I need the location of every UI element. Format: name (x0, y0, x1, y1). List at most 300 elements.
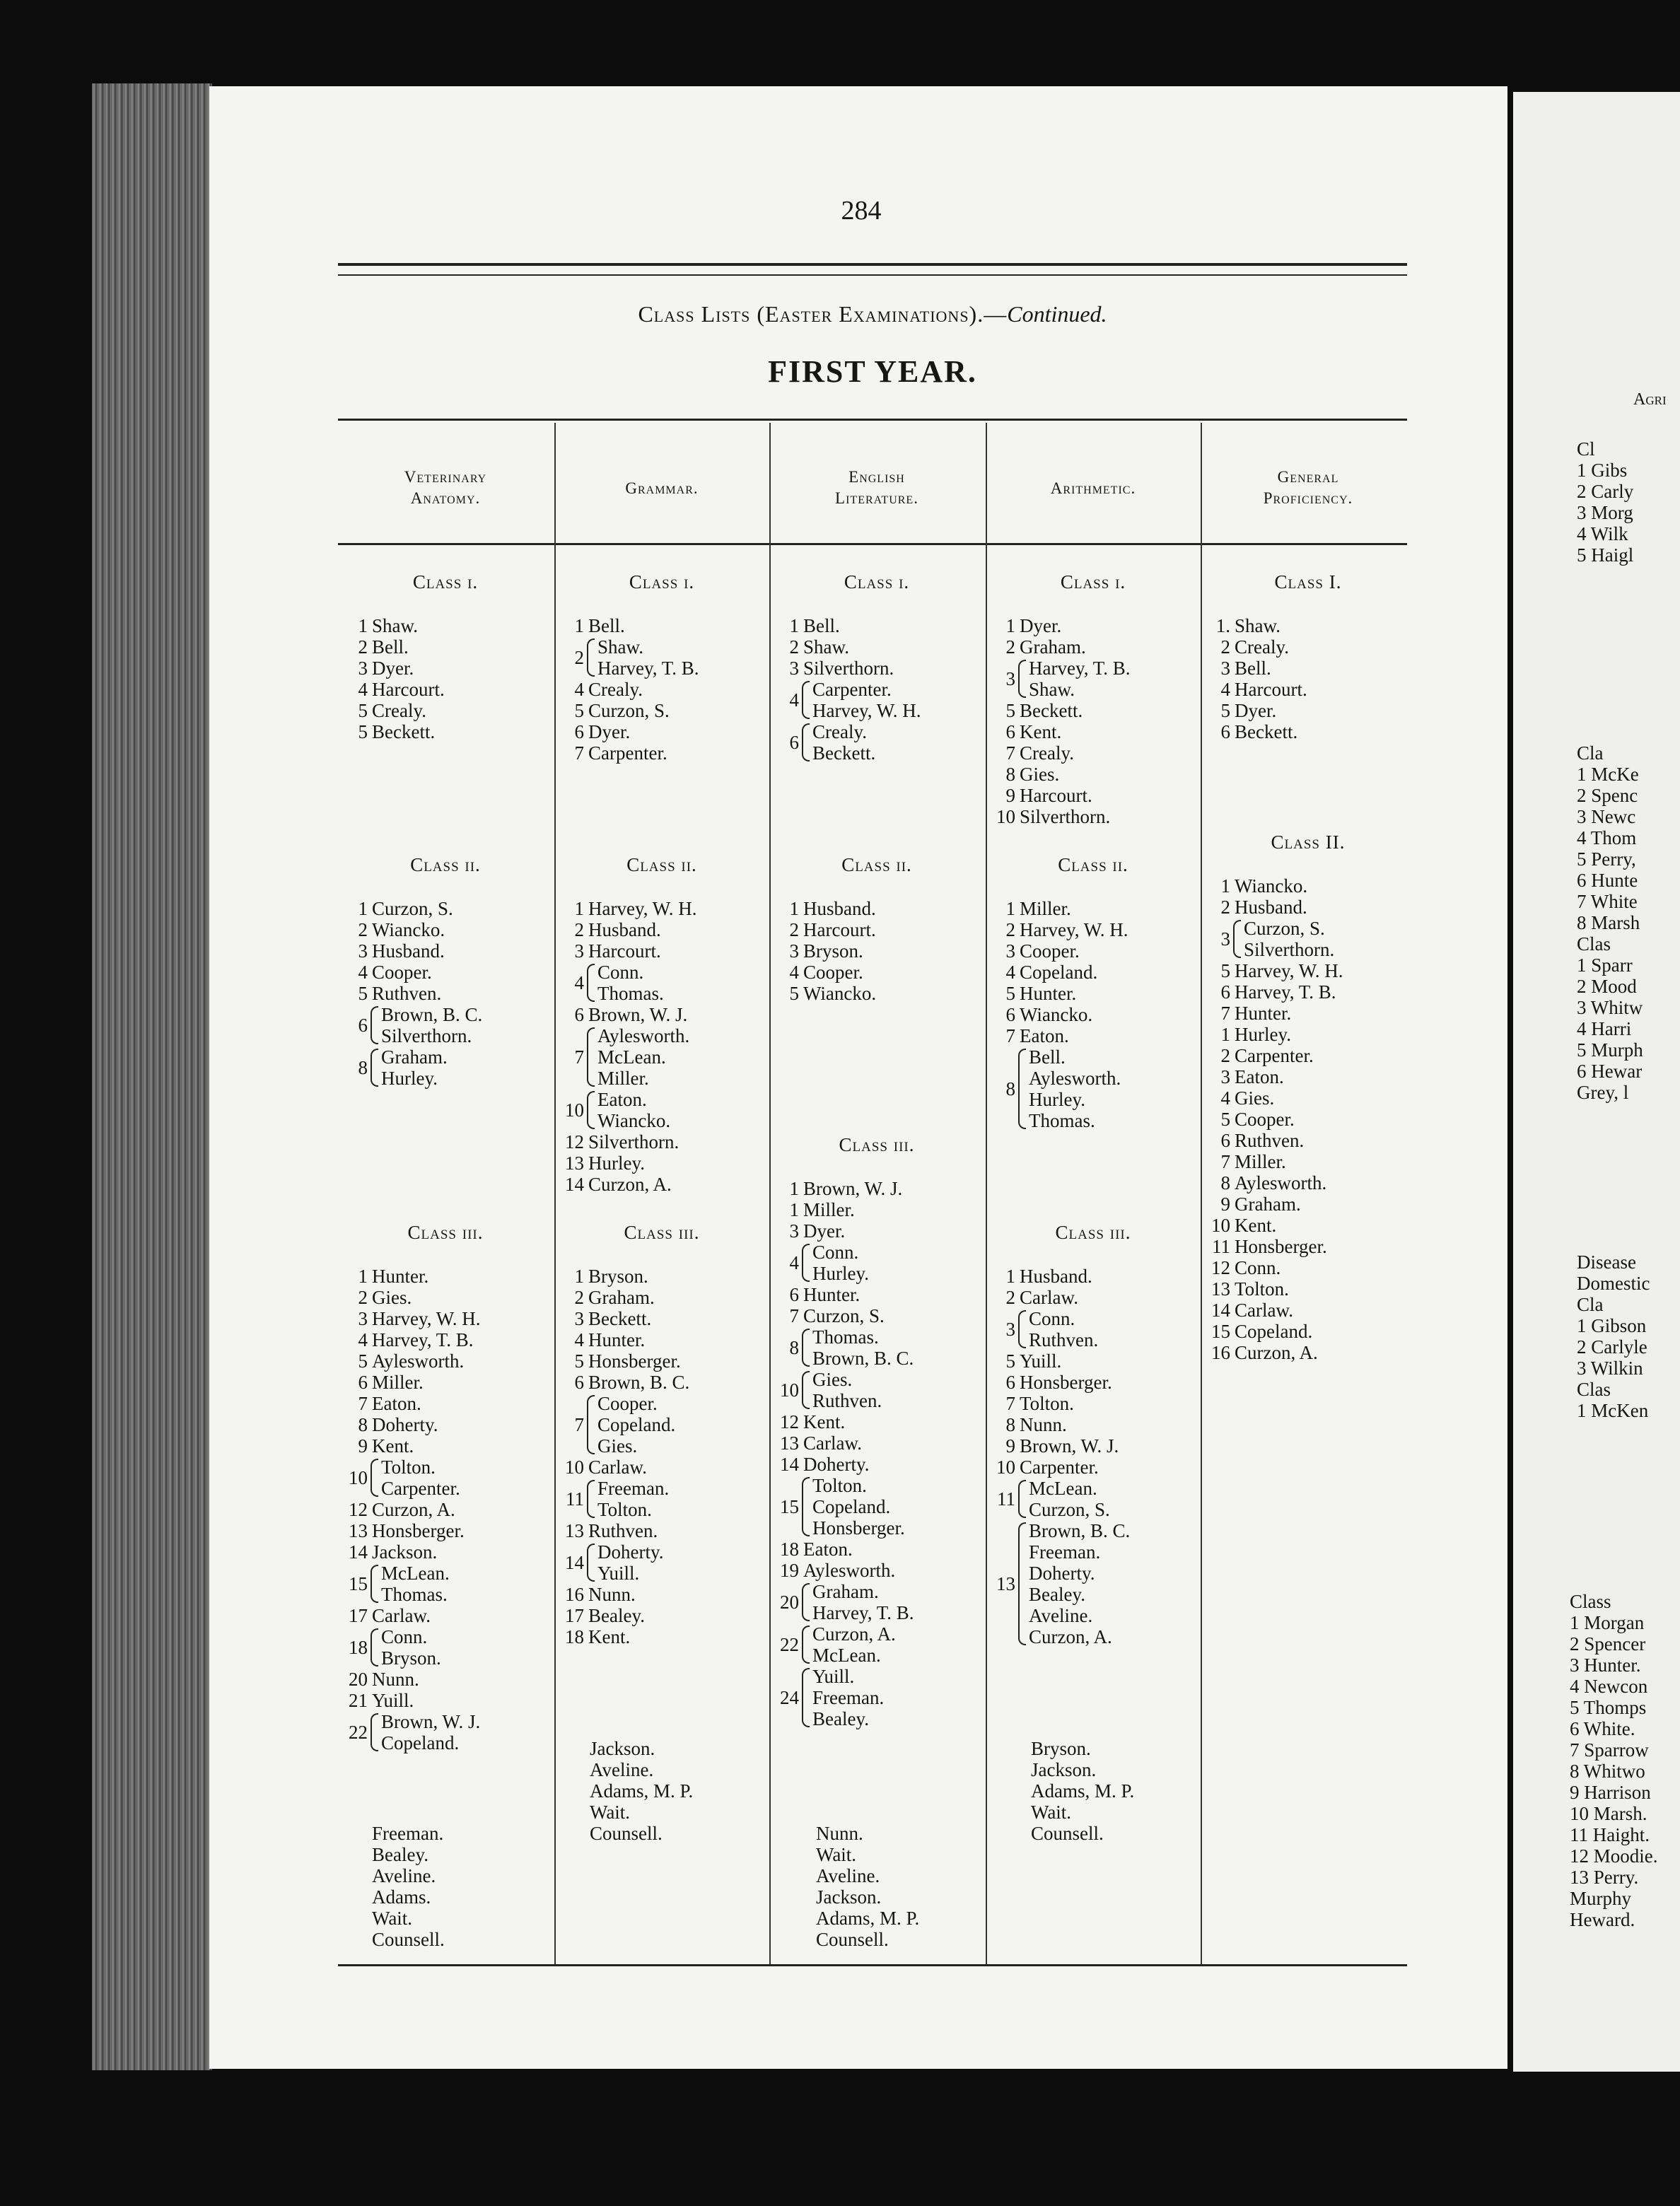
tied-group (563, 1541, 663, 1584)
student-name: Aveline. (372, 1865, 436, 1886)
column-header (556, 478, 768, 499)
list-item (772, 1539, 853, 1560)
student-name: Conn. (812, 1242, 859, 1263)
student-name: Kent. (1020, 721, 1062, 742)
list-item (1203, 981, 1336, 1003)
list-item (557, 1266, 648, 1287)
column-header-line: Anatomy. (410, 489, 481, 507)
student-name: Harvey, T. B. (812, 1602, 914, 1623)
student-name: Harvey, W. H. (372, 1308, 481, 1329)
tied-names (597, 1025, 689, 1089)
facing-line: 5 Perry, (1577, 848, 1636, 870)
rank-number: 5 (358, 721, 368, 742)
student-name: Aylesworth. (597, 1025, 690, 1046)
rank-number: 6 (358, 1372, 368, 1393)
rank-number: 5 (574, 1350, 584, 1372)
student-name: Silverthorn. (381, 1025, 472, 1046)
student-name: Harvey, T. B. (372, 1329, 474, 1350)
rank-number: 3 (574, 940, 584, 962)
rank-number: 22 (780, 1634, 799, 1655)
list-item (1203, 875, 1307, 897)
list-item (988, 636, 1086, 658)
student-name: Brown, W. J. (381, 1711, 481, 1732)
rank-number: 4 (1220, 1087, 1230, 1109)
student-name: Brown, B. C. (812, 1348, 914, 1369)
student-name: Honsberger. (1235, 1236, 1327, 1257)
list-item (341, 1690, 414, 1711)
class-title: Class iii. (1055, 1222, 1131, 1243)
facing-line: 2 Spenc (1577, 785, 1638, 806)
list-item (1203, 1024, 1291, 1045)
tied-names (381, 1563, 450, 1605)
rank-number: 7 (789, 1305, 799, 1326)
student-name: Harvey, W. H. (1020, 919, 1128, 940)
tied-group (563, 1089, 670, 1131)
rank-number: 6 (1005, 721, 1015, 742)
class-title: Class i. (1060, 571, 1126, 593)
class-title: Class iii. (407, 1222, 484, 1243)
rank-number: 7 (1005, 742, 1015, 764)
list-item (772, 1284, 860, 1305)
heading-text: Class Lists (Easter Examinations).— (638, 301, 1008, 327)
student-name: Adams. (372, 1886, 431, 1908)
student-name: Honsberger. (372, 1520, 465, 1541)
rank-number: 14 (565, 1174, 584, 1195)
facing-line: 1 Sparr (1577, 955, 1633, 976)
student-name: Copeland. (597, 1414, 676, 1435)
facing-line: 5 Thomps (1570, 1697, 1647, 1718)
student-name: Carlaw. (803, 1432, 862, 1454)
rank-number: 14 (349, 1541, 368, 1563)
rank-number: 17 (349, 1605, 368, 1626)
brace-mark (587, 1480, 595, 1518)
student-name: Miller. (372, 1372, 424, 1393)
student-name: Ruthven. (1235, 1130, 1305, 1151)
student-name: Harvey, W. H. (1235, 960, 1343, 981)
student-name: Jackson. (372, 1541, 438, 1563)
rank-number: 2 (1005, 1287, 1015, 1308)
rank-number: 10 (349, 1467, 368, 1488)
brace-mark (802, 1477, 810, 1536)
student-name: Hunter. (1020, 983, 1077, 1004)
brace-mark (371, 1006, 378, 1044)
student-name: Wait. (590, 1802, 631, 1823)
facing-line: Disease (1577, 1251, 1636, 1273)
rank-number: 7 (574, 1414, 584, 1435)
list-item (1203, 1215, 1276, 1236)
tied-group (994, 1520, 1130, 1647)
student-name: Conn. (597, 962, 644, 983)
rank-number: 3 (1005, 940, 1015, 962)
student-name: Carpenter. (1235, 1045, 1314, 1066)
facing-line: 3 Hunter. (1570, 1654, 1641, 1676)
rank-number: 1 (574, 898, 584, 919)
facing-line: Murphy (1570, 1888, 1631, 1909)
column-divider (1201, 423, 1202, 1964)
list-item (1203, 1342, 1318, 1363)
rank-number: 4 (574, 679, 584, 700)
facing-line: 2 Mood (1577, 976, 1637, 997)
list-item (557, 1605, 645, 1626)
facing-line: 2 Spencer (1570, 1633, 1646, 1654)
list-item (1203, 1194, 1301, 1215)
rank-number: 6 (574, 1004, 584, 1025)
student-name: Aveline. (1029, 1605, 1093, 1626)
list-item (772, 940, 863, 962)
student-name: Harcourt. (588, 940, 661, 962)
brace-mark (371, 1049, 378, 1087)
list-item (1203, 1087, 1274, 1109)
student-name: Crealy. (588, 679, 643, 700)
student-name: Doherty. (372, 1414, 438, 1435)
student-name: Gies. (372, 1287, 412, 1308)
student-name: Aylesworth. (1235, 1172, 1327, 1194)
tied-group (346, 1626, 441, 1669)
student-name: Counsell. (1031, 1823, 1104, 1844)
list-item (988, 898, 1071, 919)
facing-line: 6 White. (1570, 1718, 1635, 1739)
class-title: Class i. (412, 571, 479, 593)
list-item (341, 940, 445, 962)
student-name: McLean. (381, 1563, 450, 1584)
list-item (557, 1174, 672, 1195)
list-item (341, 1350, 464, 1372)
student-name: Silverthorn. (803, 658, 894, 679)
tied-names (381, 1457, 460, 1499)
rank-number: 11 (997, 1488, 1015, 1510)
rank-number: 4 (358, 1329, 368, 1350)
student-name: Harvey, T. B. (597, 658, 699, 679)
student-name: McLean. (597, 1046, 666, 1068)
tied-names (812, 1581, 914, 1623)
student-name: Wiancko. (597, 1110, 671, 1131)
student-name: Shaw. (372, 615, 418, 636)
rank-number: 12 (565, 1131, 584, 1152)
rank-number: 1 (358, 1266, 368, 1287)
rank-number: 11 (1212, 1236, 1230, 1257)
list-item (988, 1372, 1112, 1393)
list-item (1203, 960, 1343, 981)
rank-number: 2 (789, 636, 799, 658)
rank-number: 8 (358, 1057, 368, 1078)
student-name: Carlaw. (1235, 1300, 1293, 1321)
student-name: Aylesworth. (372, 1350, 465, 1372)
student-name: Kent. (1235, 1215, 1277, 1236)
tied-names (597, 1541, 663, 1584)
student-name: Silverthorn. (588, 1131, 679, 1152)
student-name: Bell. (588, 615, 625, 636)
student-name: Shaw. (803, 636, 849, 658)
student-name: Hurley. (812, 1263, 869, 1284)
rank-number: 18 (349, 1637, 368, 1658)
student-name: Shaw. (1029, 679, 1075, 700)
rank-number: 13 (1211, 1278, 1230, 1300)
student-name: Nunn. (588, 1584, 636, 1605)
student-name: Conn. (1235, 1257, 1281, 1278)
student-name: Thomas. (1029, 1110, 1095, 1131)
facing-line: Clas (1577, 933, 1611, 955)
rank-number: 8 (1005, 764, 1015, 785)
student-name: Beckett. (812, 742, 876, 764)
student-name: Miller. (597, 1068, 649, 1089)
student-name: Brown, B. C. (1029, 1520, 1131, 1541)
student-name: Dyer. (1020, 615, 1062, 636)
column-header (987, 478, 1199, 499)
rank-number: 6 (1005, 1372, 1015, 1393)
column-header (1202, 467, 1414, 509)
student-name: Wait. (816, 1844, 857, 1865)
rank-number: 1 (1005, 1266, 1015, 1287)
student-name: Beckett. (372, 721, 436, 742)
student-name: Graham. (1020, 636, 1086, 658)
rank-number: 20 (780, 1592, 799, 1613)
student-name: Carpenter. (588, 742, 667, 764)
facing-line: 8 Whitwo (1570, 1761, 1645, 1782)
student-name: Cooper. (1235, 1109, 1295, 1130)
rank-number: 2 (1005, 636, 1015, 658)
facing-line: Cla (1577, 1294, 1604, 1315)
list-item (988, 700, 1083, 721)
list-item (341, 1605, 431, 1626)
student-name: Freeman. (812, 1687, 885, 1708)
student-name: Thomas. (381, 1584, 448, 1605)
student-name: Hurley. (1235, 1024, 1291, 1045)
brace-mark (587, 1091, 595, 1129)
student-name: Wait. (372, 1908, 413, 1929)
student-name: Harvey, T. B. (1235, 981, 1336, 1003)
brace-mark (371, 1565, 378, 1603)
student-name: Gies. (1020, 764, 1060, 785)
student-name: Brown, W. J. (1020, 1435, 1119, 1457)
list-item (772, 962, 863, 983)
rank-number: 4 (574, 1329, 584, 1350)
facing-line: 4 Harri (1577, 1018, 1632, 1039)
student-name: Kent. (588, 1626, 631, 1647)
student-name: Counsell. (590, 1823, 663, 1844)
rank-number: 1 (1220, 1024, 1230, 1045)
student-name: Yuill. (812, 1666, 855, 1687)
student-name: Hurley. (588, 1152, 645, 1174)
student-name: Harcourt. (372, 679, 445, 700)
list-item (1203, 1278, 1289, 1300)
student-name: Dyer. (372, 658, 414, 679)
student-name: Eaton. (1235, 1066, 1284, 1087)
student-name: Thomas. (812, 1326, 879, 1348)
rank-number: 2 (358, 636, 368, 658)
student-name: Carlaw. (372, 1605, 431, 1626)
brace-mark (371, 1628, 378, 1667)
facing-line: 2 Carlyle (1577, 1336, 1647, 1358)
brace-mark (587, 1543, 595, 1582)
rank-number: 13 (996, 1573, 1015, 1594)
student-name: Copeland. (1020, 962, 1098, 983)
tied-group (563, 1478, 669, 1520)
list-item (988, 1393, 1074, 1414)
column-header-line: Arithmetic. (1050, 479, 1136, 497)
book-edge (92, 83, 212, 2070)
list-item (988, 940, 1080, 962)
student-name: Cooper. (1020, 940, 1080, 962)
student-name: McLean. (1029, 1478, 1097, 1499)
student-name: Brown, B. C. (588, 1372, 690, 1393)
column-header-line: English (848, 468, 905, 486)
running-heading (338, 301, 1407, 327)
student-name: Bryson. (381, 1647, 441, 1669)
student-name: Curzon, A. (812, 1623, 896, 1645)
student-name: Aveline. (816, 1865, 880, 1886)
list-item (557, 1131, 679, 1152)
rank-number: 6 (574, 1372, 584, 1393)
list-item (341, 1541, 437, 1563)
rank-number: 13 (780, 1432, 799, 1454)
list-item (341, 658, 414, 679)
brace-mark (802, 1583, 810, 1621)
facing-line: 1 McKen (1577, 1400, 1649, 1421)
list-item (341, 721, 435, 742)
student-name: Jackson. (1031, 1759, 1097, 1780)
student-name: Hurley. (381, 1068, 438, 1089)
student-name: Shaw. (597, 636, 643, 658)
tied-group (563, 1025, 689, 1089)
tied-group (346, 1046, 448, 1089)
list-item (1203, 1109, 1295, 1130)
header-bottom-rule (338, 543, 1407, 545)
list-item (1203, 636, 1289, 658)
list-item (988, 785, 1092, 806)
student-name: Curzon, S. (588, 700, 670, 721)
tied-names (812, 1623, 896, 1666)
rank-number: 3 (358, 1308, 368, 1329)
student-name: Wiancko. (1235, 875, 1308, 897)
column-divider (554, 423, 556, 1964)
student-name: Ruthven. (588, 1520, 658, 1541)
rank-number: 9 (1005, 1435, 1015, 1457)
brace-mark (1018, 660, 1026, 698)
rank-number: 11 (566, 1488, 584, 1510)
facing-line: 4 Wilk (1577, 523, 1628, 544)
rank-number: 7 (1005, 1393, 1015, 1414)
student-name: Graham. (381, 1046, 448, 1068)
brace-mark (1233, 920, 1241, 958)
student-name: Cooper. (597, 1393, 658, 1414)
list-item (341, 615, 418, 636)
facing-line: 1 Gibs (1577, 460, 1628, 481)
student-name: Bryson. (1031, 1738, 1091, 1759)
table-top-rule (338, 419, 1407, 421)
student-name: Husband. (1235, 897, 1307, 918)
student-name: Hurley. (1029, 1089, 1085, 1110)
list-item (557, 898, 696, 919)
rank-number: 4 (1220, 679, 1230, 700)
student-name: Kent. (803, 1411, 846, 1432)
rank-number: 5 (358, 983, 368, 1004)
list-item (557, 1584, 636, 1605)
list-item (341, 1669, 419, 1690)
rank-number: 1. (1215, 615, 1230, 636)
list-item (341, 1372, 424, 1393)
rank-number: 10 (996, 1457, 1015, 1478)
column-header (771, 467, 983, 509)
tied-group (778, 1475, 905, 1539)
facing-line: 3 Whitw (1577, 997, 1643, 1018)
column-header-line: Veterinary (404, 468, 487, 486)
list-item (988, 615, 1061, 636)
student-name: Copeland. (1235, 1321, 1313, 1342)
rank-number: 19 (780, 1560, 799, 1581)
list-item (341, 919, 445, 940)
student-name: Brown, B. C. (381, 1004, 483, 1025)
rank-number: 16 (565, 1584, 584, 1605)
student-name: Aylesworth. (1029, 1068, 1121, 1089)
tied-names (812, 1475, 905, 1539)
student-name: Graham. (588, 1287, 655, 1308)
rank-number: 18 (565, 1626, 584, 1647)
list-item (772, 1199, 855, 1220)
list-item (341, 1393, 421, 1414)
student-name: Beckett. (1235, 721, 1298, 742)
list-item (988, 1414, 1067, 1435)
rank-number: 5 (789, 983, 799, 1004)
brace-mark (587, 964, 595, 1002)
tied-names (381, 1711, 480, 1753)
list-item (557, 1308, 651, 1329)
list-item (988, 1266, 1092, 1287)
student-name: Harcourt. (1020, 785, 1092, 806)
column-header-line: Grammar. (625, 479, 699, 497)
facing-line: 4 Newcon (1570, 1676, 1648, 1697)
facing-line: 5 Murph (1577, 1039, 1643, 1061)
list-item (988, 742, 1074, 764)
rank-number: 20 (349, 1669, 368, 1690)
tied-names (1029, 1308, 1098, 1350)
student-name: Carpenter. (812, 679, 892, 700)
student-name: Brown, W. J. (588, 1004, 688, 1025)
student-name: Eaton. (1020, 1025, 1069, 1046)
student-name: Bealey. (1029, 1584, 1085, 1605)
student-name: Beckett. (588, 1308, 652, 1329)
rank-number: 3 (1220, 928, 1230, 950)
list-item (557, 1372, 689, 1393)
student-name: Honsberger. (588, 1350, 681, 1372)
student-name: Dyer. (1235, 700, 1277, 721)
tied-names (1029, 1520, 1130, 1647)
student-name: Jackson. (816, 1886, 882, 1908)
rank-number: 2 (358, 919, 368, 940)
facing-line: 3 Newc (1577, 806, 1636, 827)
rank-number: 15 (349, 1573, 368, 1594)
student-name: Tolton. (1235, 1278, 1289, 1300)
facing-line: 1 Morgan (1570, 1612, 1645, 1633)
tied-group (778, 721, 875, 764)
student-name: Bell. (803, 615, 840, 636)
class-title: Class ii. (410, 854, 481, 875)
rank-number: 4 (574, 972, 584, 993)
list-item (1203, 700, 1276, 721)
list-item (341, 1287, 412, 1308)
rank-number: 9 (358, 1435, 368, 1457)
tied-names (381, 1046, 448, 1089)
rank-number: 24 (780, 1687, 799, 1708)
facing-line: 10 Marsh. (1570, 1803, 1647, 1824)
rank-number: 14 (565, 1552, 584, 1573)
facing-line: Domestic (1577, 1273, 1650, 1294)
rank-number: 12 (780, 1411, 799, 1432)
student-name: Shaw. (1235, 615, 1281, 636)
list-item (1203, 1151, 1286, 1172)
rank-number: 14 (780, 1454, 799, 1475)
tied-names (812, 1666, 884, 1729)
list-item (1203, 615, 1281, 636)
